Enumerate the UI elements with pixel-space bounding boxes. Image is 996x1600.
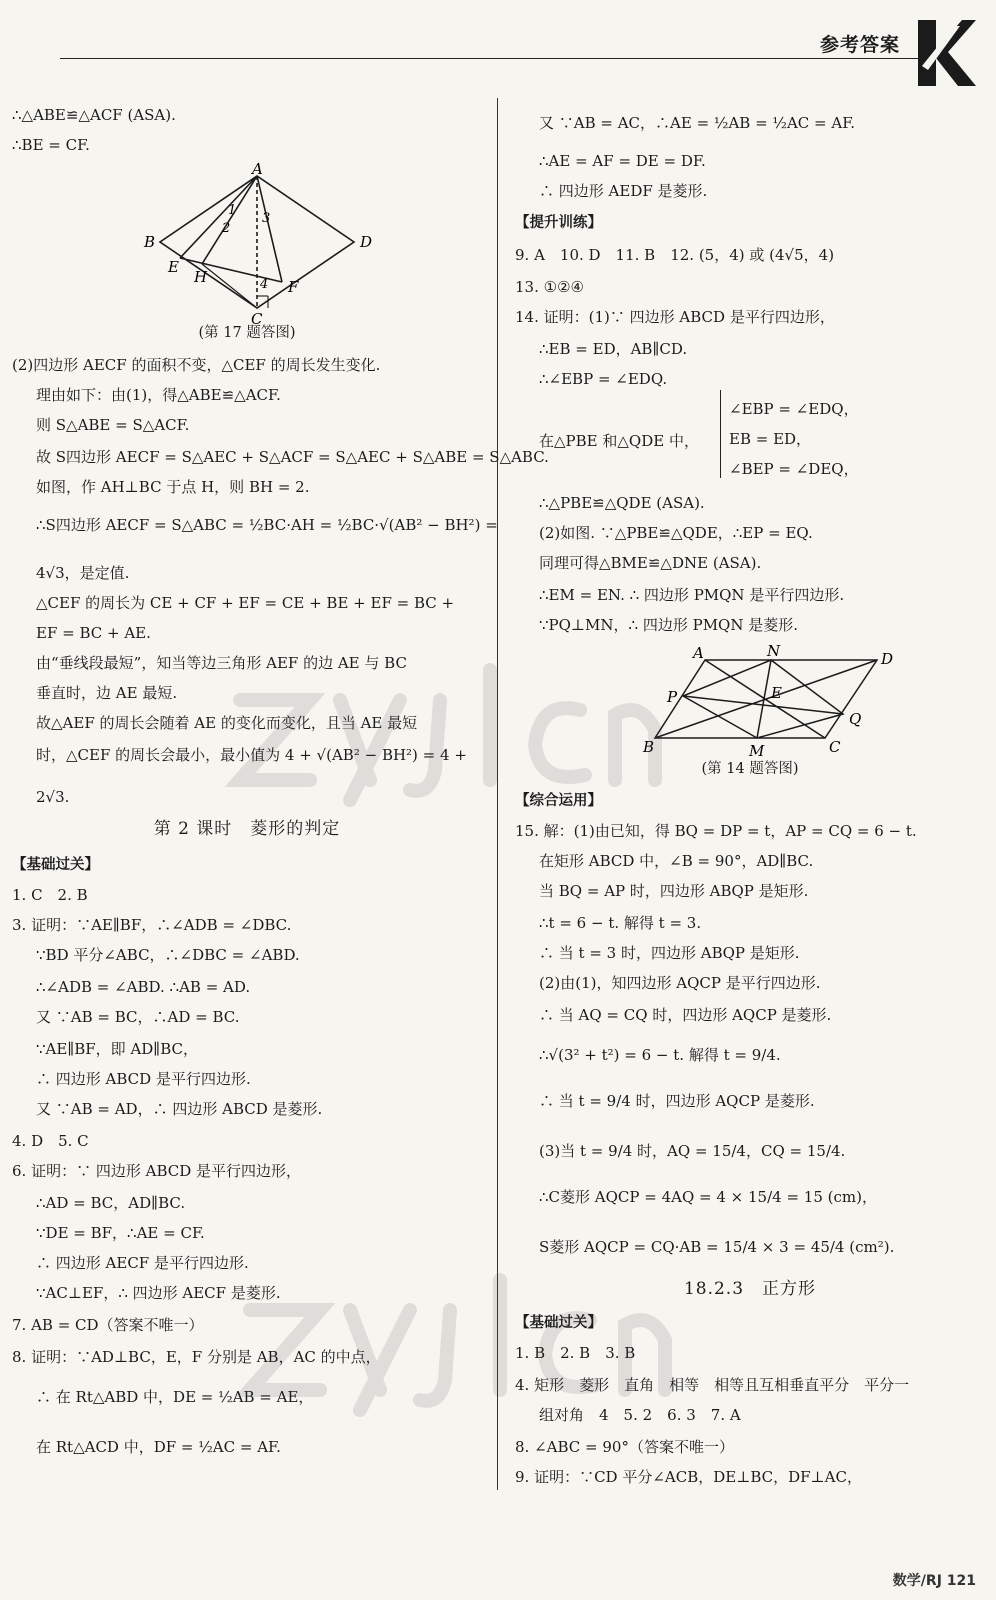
text-line: (2)如图. ∵△PBE≌△QDE，∴EP = EQ. <box>539 524 813 542</box>
text-line: ∠EBP = ∠EDQ， <box>729 400 859 418</box>
text-line: ∴ 在 Rt△ABD 中，DE = ½AB = AE， <box>36 1388 314 1406</box>
text-line: 8. ∠ABC = 90°（答案不唯一） <box>515 1438 734 1456</box>
text-line: ∴ 四边形 AEDF 是菱形. <box>539 182 708 200</box>
text-line: 在 Rt△ACD 中，DF = ½AC = AF. <box>36 1438 281 1456</box>
text-line: △CEF 的周长为 CE + CF + EF = CE + BE + EF = BC + <box>36 594 455 612</box>
fig17-angle-3: 3 <box>262 211 271 226</box>
watermark-graphic <box>220 660 660 800</box>
text-line: ∴∠ADB = ∠ABD. ∴AB = AD. <box>36 978 251 996</box>
text-line: ∴△ABE≌△ACF (ASA). <box>12 106 176 124</box>
text-line: ∵AC⊥EF，∴ 四边形 AECF 是菱形. <box>36 1284 281 1302</box>
subsection-heading: 【综合运用】 <box>515 793 602 809</box>
text-line: 3. 证明：∵AE∥BF，∴∠ADB = ∠DBC. <box>12 916 292 934</box>
watermark-graphic <box>230 1270 670 1410</box>
text-line: ∴EB = ED，AB∥CD. <box>539 340 688 358</box>
text-line: 时，△CEF 的周长会最小，最小值为 4 + √(AB² − BH²) = 4 + <box>36 746 467 764</box>
text-line: ∵AE∥BF，即 AD∥BC， <box>36 1040 199 1058</box>
text-line: ∠BEP = ∠DEQ， <box>729 460 859 478</box>
text-line: 故 S四边形 AECF = S△AEC + S△ACF = S△AEC + S△ABE = S△ABC. <box>36 448 549 466</box>
text-line: 6. 证明：∵ 四边形 ABCD 是平行四边形， <box>12 1162 302 1180</box>
text-line: 又 ∵AB = AD，∴ 四边形 ABCD 是菱形. <box>36 1100 323 1118</box>
fig17-label-a: A <box>252 160 263 178</box>
text-line: 15. 解：(1)由已知，得 BQ = DP = t，AP = CQ = 6 − t. <box>515 822 917 840</box>
subsection-heading: 【提升训练】 <box>515 215 602 231</box>
text-line: 4. 矩形 菱形 直角 相等 相等且互相垂直平分 平分一 <box>515 1376 910 1394</box>
text-line: 故△AEF 的周长会随着 AE 的变化而变化，且当 AE 最短 <box>36 714 418 732</box>
text-line: ∴ 当 AQ = CQ 时，四边形 AQCP 是菱形. <box>539 1006 832 1024</box>
text-line: 在△PBE 和△QDE 中， <box>539 432 699 450</box>
text-line: 13. ①②④ <box>515 278 584 296</box>
fig14-label-c: C <box>829 738 841 756</box>
fig14-label-b: B <box>643 738 655 756</box>
system-brace <box>720 390 727 478</box>
fig14-label-e: E <box>771 684 782 702</box>
text-line: 如图，作 AH⊥BC 于点 H，则 BH = 2. <box>36 478 310 496</box>
text-line: ∴AD = BC，AD∥BC. <box>36 1194 186 1212</box>
text-line: ∴C菱形 AQCP = 4AQ = 4 × 15/4 = 15 (cm)， <box>539 1188 877 1206</box>
text-line: 14. 证明：(1)∵ 四边形 ABCD 是平行四边形， <box>515 308 835 326</box>
text-line: 8. 证明：∵AD⊥BC，E，F 分别是 AB，AC 的中点， <box>12 1348 381 1366</box>
text-line: ∴AE = AF = DE = DF. <box>539 152 706 170</box>
text-line: ∵DE = BF，∴AE = CF. <box>36 1224 205 1242</box>
text-line: 7. AB = CD（答案不唯一） <box>12 1316 204 1334</box>
brand-logo-icon <box>914 16 976 88</box>
text-line: 9. 证明：∵CD 平分∠ACB，DE⊥BC，DF⊥AC， <box>515 1468 862 1486</box>
text-line: 又 ∵AB = AC，∴AE = ½AB = ½AC = AF. <box>539 114 856 132</box>
text-line: ∴√(3² + t²) = 6 − t. 解得 t = 9/4. <box>539 1046 781 1064</box>
fig14-label-n: N <box>767 642 781 660</box>
fig17-label-c: C <box>251 310 263 328</box>
fig17-angle-4: 4 <box>260 277 269 292</box>
fig14-label-m: M <box>749 742 765 760</box>
page-header <box>0 0 996 100</box>
text-line: ∴ 当 t = 3 时，四边形 ABQP 是矩形. <box>539 944 800 962</box>
section-title: 第 2 课时 菱形的判定 <box>153 819 341 839</box>
text-line: 4. D 5. C <box>12 1132 89 1150</box>
text-line: ∴BE = CF. <box>12 136 90 154</box>
text-line: 由“垂线段最短”，知当等边三角形 AEF 的边 AE 与 BC <box>36 654 407 672</box>
page-number: 数学/RJ 121 <box>892 1573 976 1589</box>
text-line: 在矩形 ABCD 中，∠B = 90°，AD∥BC. <box>539 852 814 870</box>
text-line: (2)四边形 AECF 的面积不变，△CEF 的周长发生变化. <box>12 356 381 374</box>
text-line: 则 S△ABE = S△ACF. <box>36 416 190 434</box>
fig14-label-q: Q <box>849 710 862 728</box>
fig14-label-p: P <box>667 688 678 706</box>
header-title: 参考答案 <box>819 34 900 56</box>
fig14-label-d: D <box>881 650 894 668</box>
text-line: ∴EM = EN. ∴ 四边形 PMQN 是平行四边形. <box>539 586 845 604</box>
text-line: S菱形 AQCP = CQ·AB = 15/4 × 3 = 45/4 (cm²). <box>539 1238 895 1256</box>
figure-17-diagram <box>132 160 382 328</box>
text-line: ∴ 四边形 AECF 是平行四边形. <box>36 1254 249 1272</box>
text-line: 垂直时，边 AE 最短. <box>36 684 178 702</box>
fig17-label-e: E <box>168 258 179 276</box>
subsection-heading: 【基础过关】 <box>515 1315 602 1331</box>
text-line: ∴△PBE≌△QDE (ASA). <box>539 494 705 512</box>
subsection-heading: 【基础过关】 <box>12 857 99 873</box>
fig14-label-a: A <box>693 644 704 662</box>
text-line: ∵BD 平分∠ABC，∴∠DBC = ∠ABD. <box>36 946 300 964</box>
text-line: ∴∠EBP = ∠EDQ. <box>539 370 668 388</box>
fig17-label-d: D <box>360 233 373 251</box>
text-line: 1. C 2. B <box>12 886 88 904</box>
figure-14-diagram <box>643 642 905 760</box>
text-line: (2)由(1)，知四边形 AQCP 是平行四边形. <box>539 974 821 992</box>
fig17-angle-2: 2 <box>222 221 231 236</box>
figure-caption: (第 14 题答图) <box>701 761 799 777</box>
fig17-angle-1: 1 <box>228 203 237 218</box>
text-line: 又 ∵AB = BC，∴AD = BC. <box>36 1008 240 1026</box>
fig17-label-b: B <box>144 233 156 251</box>
text-line: ∴t = 6 − t. 解得 t = 3. <box>539 914 702 932</box>
text-line: 2√3. <box>36 788 70 806</box>
text-line: EB = ED， <box>729 430 812 448</box>
text-line: 当 BQ = AP 时，四边形 ABQP 是矩形. <box>539 882 809 900</box>
section-title: 18.2.3 正方形 <box>683 1279 817 1299</box>
text-line: 组对角 4 5. 2 6. 3 7. A <box>539 1406 741 1424</box>
text-line: 1. B 2. B 3. B <box>515 1344 636 1362</box>
text-line: 理由如下：由(1)，得△ABE≌△ACF. <box>36 386 281 404</box>
text-line: 9. A 10. D 11. B 12. (5，4) 或 (4√5，4) <box>515 246 835 264</box>
text-line: 4√3，是定值. <box>36 564 130 582</box>
text-line: 同理可得△BME≌△DNE (ASA). <box>539 554 762 572</box>
text-line: (3)当 t = 9/4 时，AQ = 15/4，CQ = 15/4. <box>539 1142 846 1160</box>
fig17-label-h: H <box>194 268 208 286</box>
header-rule <box>60 58 926 59</box>
text-line: ∵PQ⊥MN，∴ 四边形 PMQN 是菱形. <box>539 616 799 634</box>
figure-caption: (第 17 题答图) <box>198 325 296 341</box>
text-line: ∴ 当 t = 9/4 时，四边形 AQCP 是菱形. <box>539 1092 815 1110</box>
text-line: EF = BC + AE. <box>36 624 151 642</box>
text-line: ∴ 四边形 ABCD 是平行四边形. <box>36 1070 251 1088</box>
text-line: ∴S四边形 AECF = S△ABC = ½BC·AH = ½BC·√(AB² − BH²) = <box>36 516 498 534</box>
fig17-label-f: F <box>288 278 299 296</box>
